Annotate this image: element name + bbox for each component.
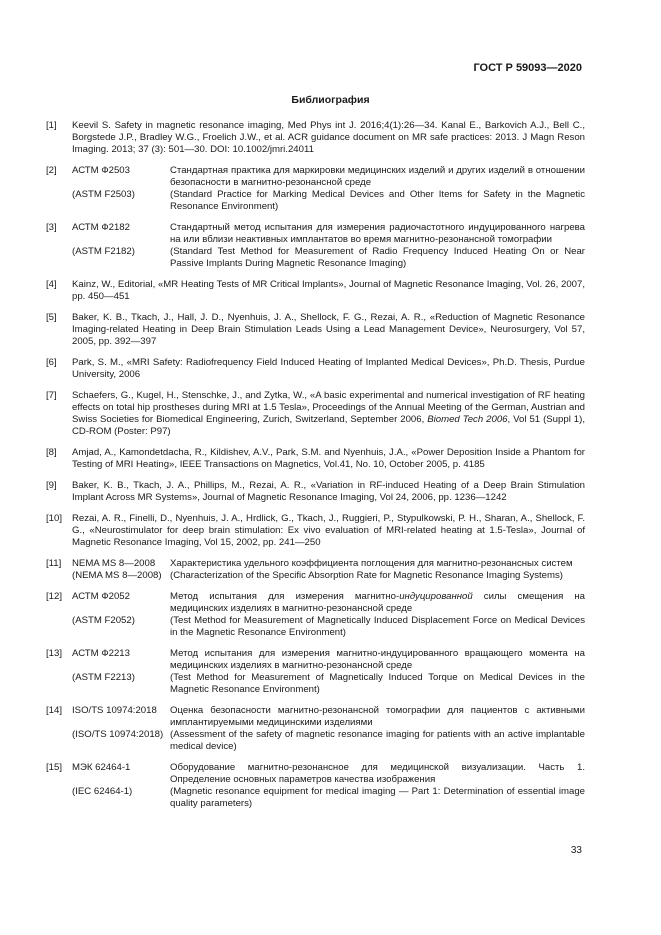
reference-text: Kainz, W., Editorial, «MR Heating Tests of MR Critical Implants», Journal of Magnetic Resonance Imaging, Vol. 26, 2007, pp. 450—451 [72,279,585,302]
standard-title-ru: Характеристика удельного коэффициента поглощения для магнитно-резонансных систем [170,558,573,569]
standard-title-en: (Magnetic resonance equipment for medical imaging — Part 1: Determination of essential image quality parameters) [170,786,585,809]
reference-number: [4] [46,279,57,290]
standard-code-en: (ASTM F2052) [72,615,135,626]
reference-number: [8] [46,447,57,458]
reference-15 [46,762,585,810]
standard-title-ru: Оборудование магнитно-резонансное для медицинской визуализации. Часть 1. Определение основных параметров качества изображения [170,762,585,785]
standard-title-en: (Test Method for Measurement of Magnetically Induced Displacement Force on Medical Devices in the Magnetic Resonance Environment) [170,615,585,638]
standard-code-en: (IEC 62464-1) [72,786,133,797]
standard-code-en: (ASTM F2503) [72,189,135,200]
reference-text: Baker, K. B., Tkach, J., Hall, J. D., Nyenhuis, J. A., Shellock, F. G., Rezai, A. R., «Reduction of Magnetic Resonance Imaging-related Heating in Deep Brain Stimulation Leads Using a Lead Management Device», Neurosurgery, Vol 57, 2005, pp. 392—397 [72,312,585,347]
reference-9 [46,480,585,504]
standard-title-en: (Test Method for Measurement of Magnetically Induced Torque on Medical Devices in the Magnetic Resonance Environment) [170,672,585,695]
standard-code-ru: АСТМ Ф2052 [72,591,130,602]
standard-title-en: (Characterization of the Specific Absorption Rate for Magnetic Resonance Imaging Systems) [170,570,564,581]
reference-number: [7] [46,390,57,401]
reference-number: [12] [46,591,63,602]
reference-number: [1] [46,120,57,131]
standard-number: ГОСТ Р 59093—2020 [473,62,582,74]
standard-code-en: (ISO/TS 10974:2018) [72,729,164,740]
reference-6 [46,357,585,381]
reference-number: [11] [46,558,62,569]
standard-title-en: (Standard Test Method for Measurement of Radio Frequency Induced Heating On or Near Passive Implants During Magnetic Resonance Imaging) [170,246,585,269]
reference-14 [46,705,585,753]
reference-text: Schaefers, G., Kugel, H., Stenschke, J., and Zytka, W., «A basic experimental and numerical investigation of RF heating effects on total hip prostheses during MRI at 1.5 Tesla», Proceedings of the Annual Meeting of the German, Austrian and Swiss Societies for Biomedical Engineering, Zurich, Switzerland, September 2006, Biomed Tech 2006, Vol 51 (Suppl 1), CD-ROM (Poster: P97) [72,390,585,437]
standard-title-ru: Стандартная практика для маркировки медицинских изделий и других изделий в отношении безопасности в магнитно-резонансной среде [170,165,585,188]
bibliography-list [46,120,585,819]
standard-code-ru: АСТМ Ф2182 [72,222,130,233]
reference-text: Baker, K. B., Tkach, J. A., Phillips, M., Rezai, A. R., «Variation in RF-induced Heating of a Deep Brain Stimulation Implant Across MR Systems», Journal of Magnetic Resonance Imaging, Vol 24, 2006, pp. 1236—1242 [72,480,585,503]
reference-text: Keevil S. Safety in magnetic resonance imaging, Med Phys int J. 2016;4(1):26—34. Kanal E., Barkovich A.J., Bell C., Borgstede J.P., Bradley W.G., Froelich J.W., et al. ACR guidance document on MR safe practices: 2013. J Magn Reson Imaging. 2013; 37 (3): 501—30. DOI: 10.1002/jmri.24011 [72,120,585,155]
standard-code-ru: NEMA MS 8—2008 [72,558,156,569]
standard-code-ru: ISO/TS 10974:2018 [72,705,157,716]
standard-code-en: (ASTM F2182) [72,246,135,257]
reference-number: [3] [46,222,57,233]
reference-2 [46,165,585,213]
standard-code-ru: АСТМ Ф2503 [72,165,130,176]
reference-1 [46,120,585,156]
reference-text: Rezai, A. R., Finelli, D., Nyenhuis, J. A., Hrdlick, G., Tkach, J., Ruggieri, P., Stypulkowski, P. H., Sharan, A., Shellock, F. G., «Neurostimulator for deep brain stimulation: Ex vivo evaluation of MRI-related heating at 1.5-Tesla», Journal of Magnetic Resonance Imaging, Vol 15, 2002, pp. 241—250 [72,513,585,548]
standard-title-ru: Оценка безопасности магнитно-резонансной томографии для пациентов с активными имплантируемыми медицинскими изделиями [170,705,585,728]
journal-name-italic: Biomed Tech 2006 [427,414,508,425]
reference-3 [46,222,585,270]
reference-5 [46,312,585,348]
standard-title-ru: Метод испытания для измерения магнитно-индуцированной силы смещения на медицинских изделиях в магнитно-резонансной среде [170,591,586,614]
page-number: 33 [570,845,582,856]
reference-11 [46,558,585,582]
reference-4 [46,279,585,303]
reference-text: Park, S. M., «MRI Safety: Radiofrequency Field Induced Heating of Implanted Medical Devices», Ph.D. Thesis, Purdue University, 2006 [72,357,585,380]
reference-number: [10] [46,513,63,524]
standard-code-ru: АСТМ Ф2213 [72,648,130,659]
standard-title-ru: Метод испытания для измерения магнитно-индуцированного вращающего момента на медицинских изделиях в магнитно-резонансной среде [170,648,585,671]
standard-code-en: (NEMA MS 8—2008) [72,570,162,581]
reference-7 [46,390,585,438]
reference-number: [13] [46,648,63,659]
reference-number: [6] [46,357,57,368]
reference-8 [46,447,585,471]
standard-code-ru: МЭК 62464-1 [72,762,131,773]
reference-number: [2] [46,165,57,176]
reference-10 [46,513,585,549]
standard-code-en: (ASTM F2213) [72,672,135,683]
standard-title-en: (Standard Practice for Marking Medical Devices and Other Items for Safety in the Magnetic Resonance Environment) [170,189,585,212]
reference-12 [46,591,585,639]
reference-text: Amjad, A., Kamondetdacha, R., Kildishev, A.V., Park, S.M. and Nyenhuis, J.A., «Power Deposition Inside a Phantom for Testing of MRI Heating», IEEE Transactions on Magnetics, Vol.41, No. 10, October 2005, p. 4185 [72,447,585,470]
standard-title-ru: Стандартный метод испытания для измерения радиочастотного индуцированного нагрева на или вблизи неактивных имплантатов во время магнитно-резонансной томографии [170,222,585,245]
reference-number: [5] [46,312,57,323]
reference-13 [46,648,585,696]
reference-number: [15] [46,762,63,773]
standard-title-en: (Assessment of the safety of magnetic resonance imaging for patients with an active implantable medical device) [170,729,585,752]
reference-number: [14] [46,705,63,716]
reference-number: [9] [46,480,57,491]
page-title: Библиография [291,94,370,106]
